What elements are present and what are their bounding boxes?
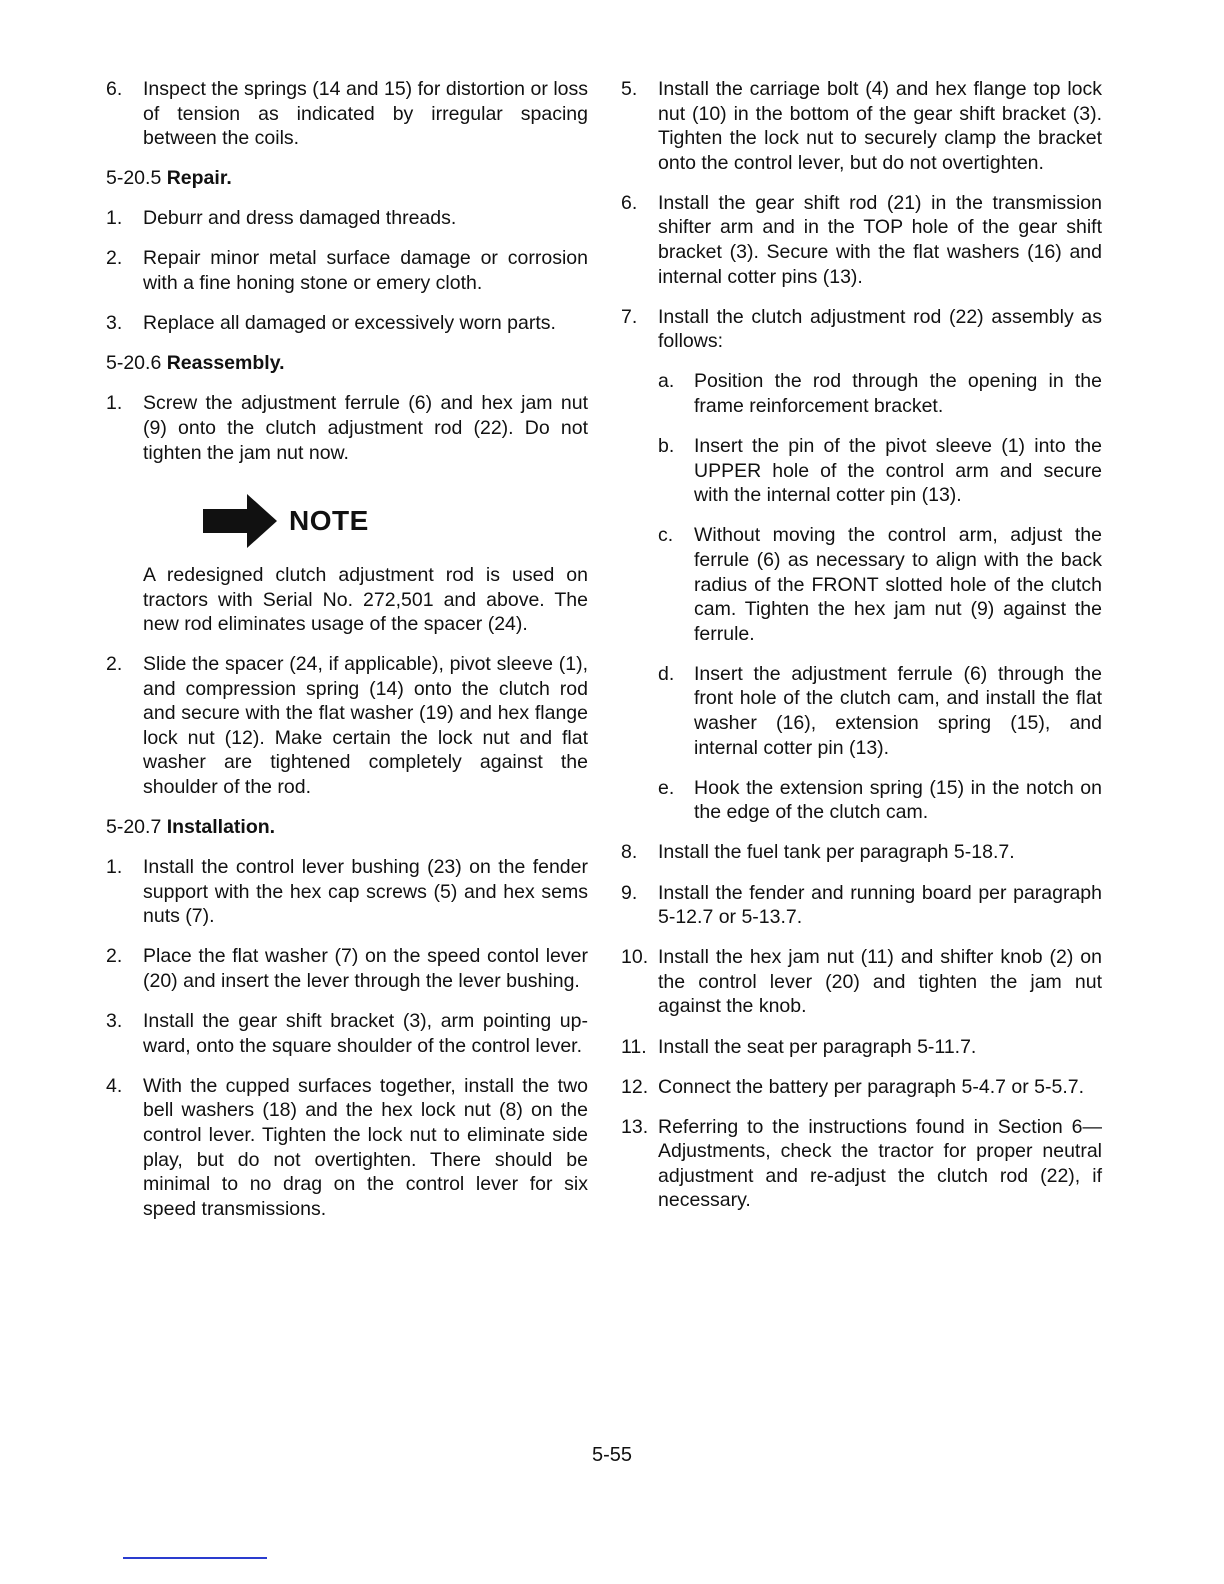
installation-step-8: 8. Install the fuel tank per paragraph 5-18.7. xyxy=(621,841,1015,864)
installation-step-6: 6. Install the gear shift rod (21) in the transmission shifter arm and in the TOP hole of the gear shift bracket (3). Secure with the flat washers (16) and internal cotter pins (13). xyxy=(621,191,1102,288)
installation-step-2: 2. Place the flat washer (7) on the speed contol lever (20) and insert the lever through the lever bushing. xyxy=(106,945,588,992)
note-banner xyxy=(203,493,588,549)
reassembly-step-2: 2. Slide the spacer (24, if applicable), pivot sleeve (1), and compression spring (14) onto the clutch rod and secure with the flat washer (19) and hex flange lock nut (12). Make certain the lock nut and flat washer are tightened completely against the shoulder of the rod. xyxy=(106,652,588,798)
arrow-right-icon xyxy=(203,494,277,548)
substep-e: e. Hook the extension spring (15) in the notch on the edge of the clutch cam. xyxy=(658,776,1102,824)
installation-step-7: 7. Install the clutch adjustment rod (22) assembly as follows: xyxy=(621,305,1102,353)
installation-step-11: 11. Install the seat per paragraph 5-11.7. xyxy=(621,1035,977,1058)
section-heading-reassembly: 5-20.6 Reassembly. xyxy=(106,352,285,375)
note-text: A redesigned clutch adjustment rod is used on tractors with Serial No. 272,501 and above. The new rod eliminates usage of the spacer (24). xyxy=(143,564,588,636)
right-column xyxy=(621,77,1102,1229)
installation-step-5: 5. Install the carriage bolt (4) and hex flange top lock nut (10) in the bottom of the gear shift bracket (3). Tighten the lock nut to securely clamp the bracket onto the control lever, but do not overtighten. xyxy=(621,78,1102,174)
note-label: NOTE xyxy=(289,504,369,536)
installation-step-9: 9. Install the fender and running board per paragraph 5-12.7 or 5-13.7. xyxy=(621,881,1102,929)
substep-c: c. Without moving the control arm, adjust the ferrule (6) as necessary to align with the back radius of the FRONT slotted hole of the clutch cam. Tighten the hex jam nut (9) against the ferrule. xyxy=(658,524,1102,645)
repair-step-2: 2. Repair minor metal surface damage or corrosion with a fine honing stone or emery cloth. xyxy=(106,247,588,295)
step-number: 6. xyxy=(106,78,123,100)
installation-step-3: 3. Install the gear shift bracket (3), arm pointing upward, onto the square shoulder of the control lever. xyxy=(106,1010,588,1057)
step-6-inspect xyxy=(106,77,588,151)
repair-step-3: 3. Replace all damaged or excessively worn parts. xyxy=(106,312,556,335)
installation-step-1: 1. Install the control lever bushing (23) on the fender support with the hex cap screws (5) and hex sems nuts (7). xyxy=(106,856,588,928)
substep-b: b. Insert the pin of the pivot sleeve (1) into the UPPER hole of the control arm and secure with the internal cotter pin (13). xyxy=(658,435,1102,507)
substep-a: a. Position the rod through the opening in the frame reinforcement bracket. xyxy=(658,370,1102,418)
installation-step-12: 12. Connect the battery per paragraph 5-4.7 or 5-5.7. xyxy=(621,1075,1085,1098)
installation-step-13: 13. Referring to the instructions found in Section 6— Adjustments, check the tractor for proper neutral adjustment and re-adjust the clutch rod (22), if necessary. xyxy=(621,1115,1102,1212)
left-column xyxy=(106,77,588,1237)
repair-step-1: 1. Deburr and dress damaged threads. xyxy=(106,207,457,230)
substep-d: d. Insert the adjustment ferrule (6) through the front hole of the clutch cam, and install the flat washer (16), extension spring (15), and internal cotter pin (13). xyxy=(658,662,1102,759)
footer-rule xyxy=(123,1557,267,1559)
section-heading-repair: 5-20.5 Repair. xyxy=(106,167,232,190)
note-callout xyxy=(143,493,588,637)
section-heading-installation: 5-20.7 Installation. xyxy=(106,815,276,838)
step-text: Inspect the springs (14 and 15) for distortion or loss of tension as indicated by irregular spacing between the coils. xyxy=(143,78,588,150)
installation-step-10: 10. Install the hex jam nut (11) and shifter knob (2) on the control lever (20) and tighten the jam nut against the knob. xyxy=(621,946,1102,1018)
page-number: 5-55 xyxy=(591,1444,633,1466)
reassembly-step-1: 1. Screw the adjustment ferrule (6) and hex jam nut (9) onto the clutch adjustment rod (22). Do not tighten the jam nut now. xyxy=(106,392,588,464)
installation-step-4: 4. With the cupped surfaces together, install the two bell washers (18) and the hex lock nut (8) on the control lever. Tighten the lock nut to eliminate side play, but do not overtighten. There should be minimal to no drag on the control lever for six speed transmissions. xyxy=(106,1074,588,1220)
